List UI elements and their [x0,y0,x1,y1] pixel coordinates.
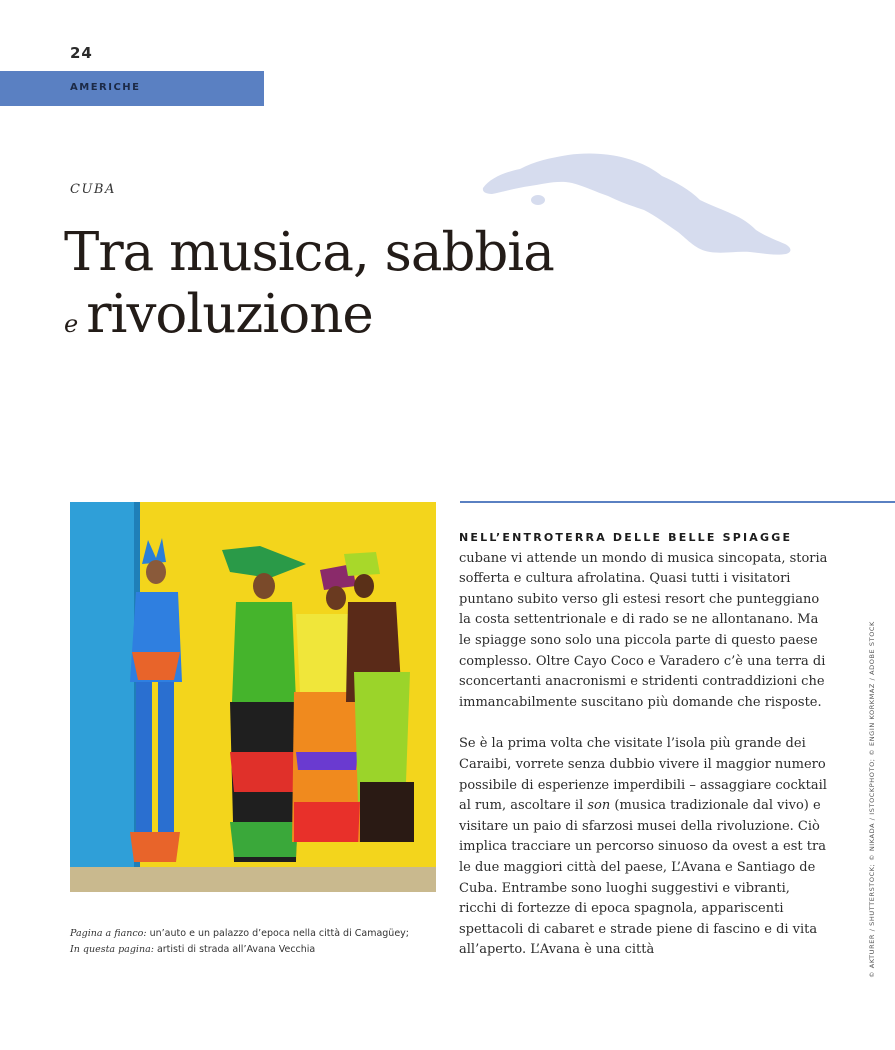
headline-conjunction: e [64,310,79,338]
paragraph-2-text-a: Se è la prima volta che visitate l’isola più grande dei Caraibi, vorrete senza dubbio vivere il maggior numero possibile di esperienze imperdibili – assaggiare cocktail al rum, ascoltare il [459,736,827,814]
street-performers-photo [70,502,436,892]
headline [64,222,554,355]
paragraph-2-emphasis: son [587,798,611,814]
photo-caption [70,926,430,958]
headline-line-1: Tra musica, sabbia [64,222,554,283]
caption-text-2: artisti di strada all’Avana Vecchia [153,944,316,955]
lead-in: NELL’ENTROTERRA DELLE BELLE SPIAGGE [459,531,793,544]
pavement [70,867,436,892]
accent-rule [460,501,895,503]
paragraph-1 [459,528,829,713]
caption-text-1: un’auto e un palazzo d’epoca nella città di Camagüey; [146,928,409,939]
blue-door [70,502,138,867]
caption-label-1: Pagina a fianco: [70,928,147,939]
page-number: 24 [70,44,93,62]
isla-juventud-shape [531,195,545,205]
article-body [459,528,829,982]
section-band [0,71,264,106]
photo-credits: © AKTURER / SHUTTERSTOCK; © NIKADA / ISTOCKPHOTO; © ENGIN KORKMAZ / ADOBE STOCK [868,621,876,978]
paragraph-2-text-b: (musica tradizionale dal vivo) e visitare un paio di sfarzosi musei della rivoluzione. Ciò implica tracciare un percorso sinuoso da ovest a est tra le due maggiori città del paese, L’Avana e Santiago de Cuba. Entrambe sono luoghi suggestivi e vibranti, ricchi di fortezze di epoca spagnola, appariscenti spettacoli di cabaret e strade piene di fascino e di vita all’aperto. L’Avana è una città [459,798,826,958]
headline-line-2: rivoluzione [86,284,373,345]
paragraph-1-text: cubane vi attende un mondo di musica sincopata, storia sofferta e cultura afrolatina. Quasi tutti i visitatori puntano subito verso gli estesi resort che punteggiano la costa settentrionale e di rado se ne allontanano. Ma le spiagge sono solo una piccola parte di questo paese complesso. Oltre Cayo Coco e Varadero c’è una terra di sconcertanti anacronismi e stridenti contraddizioni che immancabilmente suscitano più domande che risposte. [459,550,828,710]
caption-label-2: In questa pagina: [70,944,154,955]
section-label: AMERICHE [70,82,141,93]
paragraph-2 [459,734,829,961]
kicker: CUBA [70,182,116,197]
